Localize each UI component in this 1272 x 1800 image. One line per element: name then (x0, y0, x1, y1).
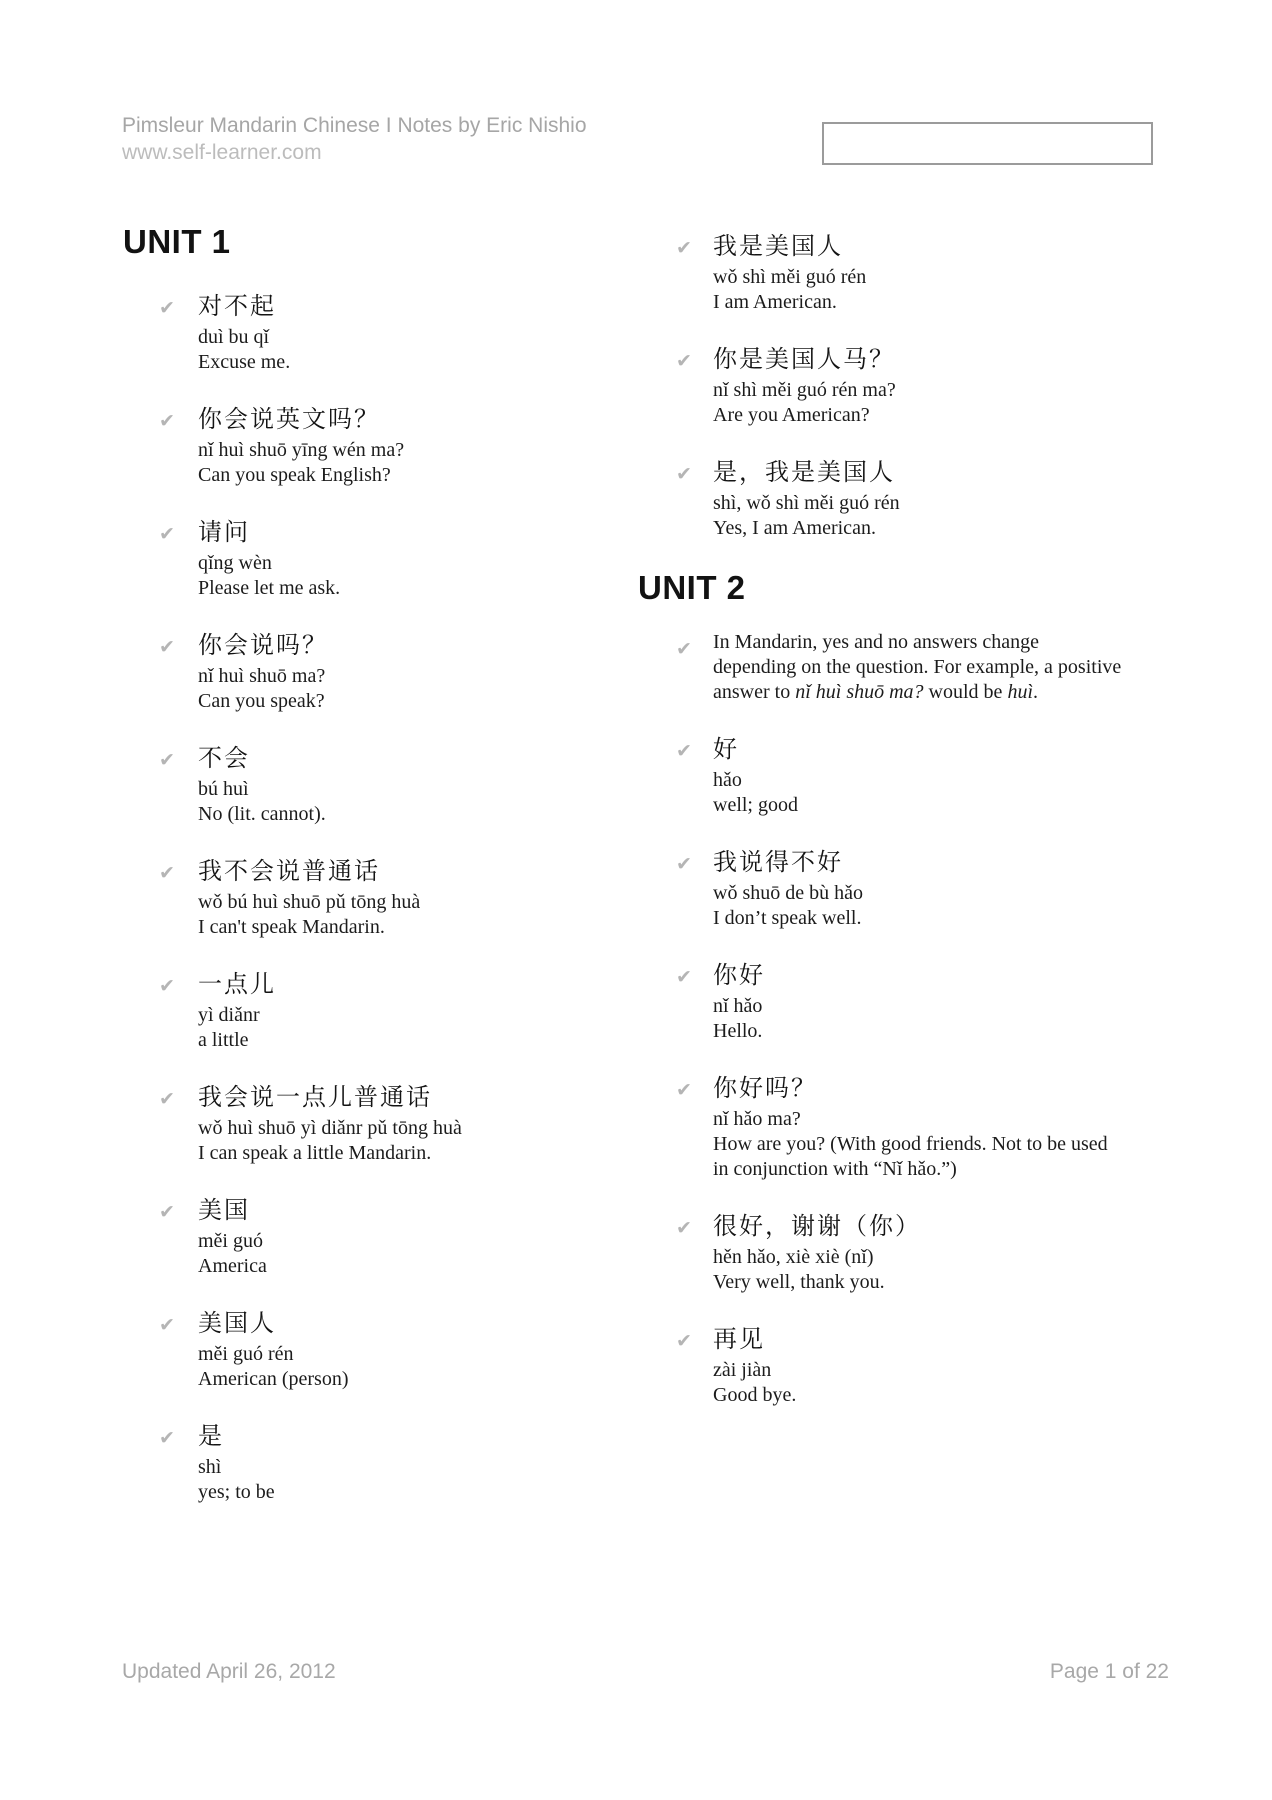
hanzi-text: 你好吗？ (713, 1076, 817, 1102)
pinyin-text: wǒ shuō de bù hǎo (713, 882, 863, 904)
pinyin-text: qǐng wèn (198, 552, 272, 574)
pinyin-text: duì bu qǐ (198, 326, 270, 348)
pinyin-text: nǐ hǎo ma? (713, 1108, 801, 1130)
english-text: Good bye. (713, 1384, 797, 1406)
pinyin-text: hǎo (713, 769, 742, 791)
vocab-entry (123, 1419, 583, 1505)
note-line: depending on the question. For example, a positive (713, 656, 1122, 678)
english-text: I am American. (713, 291, 837, 313)
english-text: America (198, 1255, 267, 1277)
check-icon: ✔ (159, 410, 175, 432)
left-column (123, 222, 583, 1532)
check-icon: ✔ (159, 297, 175, 319)
english-text: a little (198, 1029, 249, 1051)
vocab-entry (638, 342, 1173, 428)
hanzi-text: 你好 (713, 963, 765, 989)
english-text: Are you American? (713, 404, 870, 426)
english-text: Excuse me. (198, 351, 291, 373)
english-text: Very well, thank you. (713, 1271, 885, 1293)
vocab-entry (123, 402, 583, 488)
check-icon: ✔ (676, 350, 692, 372)
english-text: yes; to be (198, 1481, 275, 1503)
check-icon: ✔ (159, 975, 175, 997)
vocab-entry (638, 1071, 1173, 1182)
hanzi-text: 对不起 (198, 294, 276, 320)
vocab-entry (638, 455, 1173, 541)
check-icon: ✔ (676, 740, 692, 762)
hanzi-text: 再见 (713, 1327, 765, 1353)
pinyin-text: hěn hǎo, xiè xiè (nǐ) (713, 1246, 874, 1268)
vocab-entry (638, 1322, 1173, 1408)
header-box (822, 122, 1153, 165)
hanzi-text: 我说得不好 (713, 850, 843, 876)
check-icon: ✔ (676, 463, 692, 485)
check-icon: ✔ (159, 749, 175, 771)
hanzi-text: 一点儿 (198, 972, 276, 998)
check-icon: ✔ (676, 1217, 692, 1239)
pinyin-text: nǐ huì shuō yīng wén ma? (198, 439, 405, 461)
pinyin-text: wǒ bú huì shuō pǔ tōng huà (198, 891, 421, 913)
document-url: www.self-learner.com (122, 141, 322, 164)
english-text: I can speak a little Mandarin. (198, 1142, 432, 1164)
check-icon: ✔ (159, 1201, 175, 1223)
hanzi-text: 是，我是美国人 (713, 460, 895, 486)
vocab-entry (123, 967, 583, 1053)
english-text: Please let me ask. (198, 577, 341, 599)
check-icon: ✔ (676, 237, 692, 259)
hanzi-text: 美国 (198, 1198, 250, 1224)
english-text: American (person) (198, 1368, 349, 1390)
pinyin-text: nǐ shì měi guó rén ma? (713, 379, 896, 401)
check-icon: ✔ (676, 638, 692, 660)
check-icon: ✔ (159, 636, 175, 658)
check-icon: ✔ (159, 862, 175, 884)
pinyin-text: nǐ hǎo (713, 995, 763, 1017)
english-text: Hello. (713, 1020, 763, 1042)
vocab-entry (123, 628, 583, 714)
hanzi-text: 是 (198, 1424, 224, 1450)
vocab-entry (123, 1306, 583, 1392)
pinyin-text: shì (198, 1456, 222, 1478)
pinyin-text: zài jiàn (713, 1359, 772, 1381)
english-text: Can you speak English? (198, 464, 391, 486)
english-text: well; good (713, 794, 798, 816)
vocab-entry (638, 229, 1173, 315)
vocab-entry (123, 741, 583, 827)
english-text: Can you speak? (198, 690, 325, 712)
check-icon: ✔ (159, 523, 175, 545)
check-icon: ✔ (159, 1088, 175, 1110)
vocab-entry (638, 845, 1173, 931)
pinyin-text: wǒ huì shuō yì diǎnr pǔ tōng huà (198, 1117, 462, 1139)
footer-page-number: Page 1 of 22 (1049, 1660, 1169, 1683)
hanzi-text: 我不会说普通话 (198, 859, 380, 885)
vocab-entry (123, 289, 583, 375)
note-text: answer to (713, 681, 796, 703)
vocab-entry (638, 732, 1173, 818)
note-line (713, 680, 1173, 705)
vocab-entry (123, 515, 583, 601)
pinyin-text: shì, wǒ shì měi guó rén (713, 492, 900, 514)
vocab-entry (123, 1080, 583, 1166)
check-icon: ✔ (676, 1079, 692, 1101)
check-icon: ✔ (676, 1330, 692, 1352)
right-column (638, 229, 1173, 1435)
footer-updated-date: Updated April 26, 2012 (122, 1660, 336, 1683)
hanzi-text: 不会 (198, 746, 250, 772)
english-text: How are you? (With good friends. Not to be used (713, 1133, 1108, 1155)
check-icon: ✔ (676, 853, 692, 875)
hanzi-text: 好 (713, 737, 739, 763)
hanzi-text: 你会说英文吗？ (198, 407, 380, 433)
note-pinyin-italic: huì (1007, 681, 1033, 703)
hanzi-text: 你是美国人马？ (713, 347, 895, 373)
english-text: Yes, I am American. (713, 517, 876, 539)
hanzi-text: 我是美国人 (713, 234, 843, 260)
pinyin-text: wǒ shì měi guó rén (713, 266, 867, 288)
pinyin-text: yì diǎnr (198, 1004, 260, 1026)
pinyin-text: měi guó (198, 1230, 263, 1252)
note-entry (638, 630, 1173, 705)
pinyin-text: měi guó rén (198, 1343, 294, 1365)
hanzi-text: 我会说一点儿普通话 (198, 1085, 432, 1111)
page-header (122, 112, 587, 166)
document-title: Pimsleur Mandarin Chinese I Notes by Eric Nishio (122, 114, 587, 137)
vocab-entry (638, 1209, 1173, 1295)
english-text: I don’t speak well. (713, 907, 862, 929)
english-text: in conjunction with “Nǐ hǎo.”) (713, 1158, 957, 1180)
unit2-heading: UNIT 2 (638, 569, 746, 606)
check-icon: ✔ (676, 966, 692, 988)
vocab-entry (638, 958, 1173, 1044)
check-icon: ✔ (159, 1314, 175, 1336)
vocab-entry (123, 1193, 583, 1279)
check-icon: ✔ (159, 1427, 175, 1449)
vocab-entry (123, 854, 583, 940)
note-text: . (1033, 681, 1038, 703)
hanzi-text: 美国人 (198, 1311, 276, 1337)
pinyin-text: nǐ huì shuō ma? (198, 665, 326, 687)
pinyin-text: bú huì (198, 778, 249, 800)
unit1-heading: UNIT 1 (123, 223, 231, 260)
note-text: would be (923, 681, 1008, 703)
note-line: In Mandarin, yes and no answers change (713, 631, 1040, 653)
english-text: No (lit. cannot). (198, 803, 326, 825)
english-text: I can't speak Mandarin. (198, 916, 385, 938)
hanzi-text: 你会说吗？ (198, 633, 328, 659)
hanzi-text: 请问 (198, 520, 250, 546)
note-pinyin-italic: nǐ huì shuō ma? (795, 681, 924, 703)
hanzi-text: 很好，谢谢（你） (713, 1214, 921, 1240)
